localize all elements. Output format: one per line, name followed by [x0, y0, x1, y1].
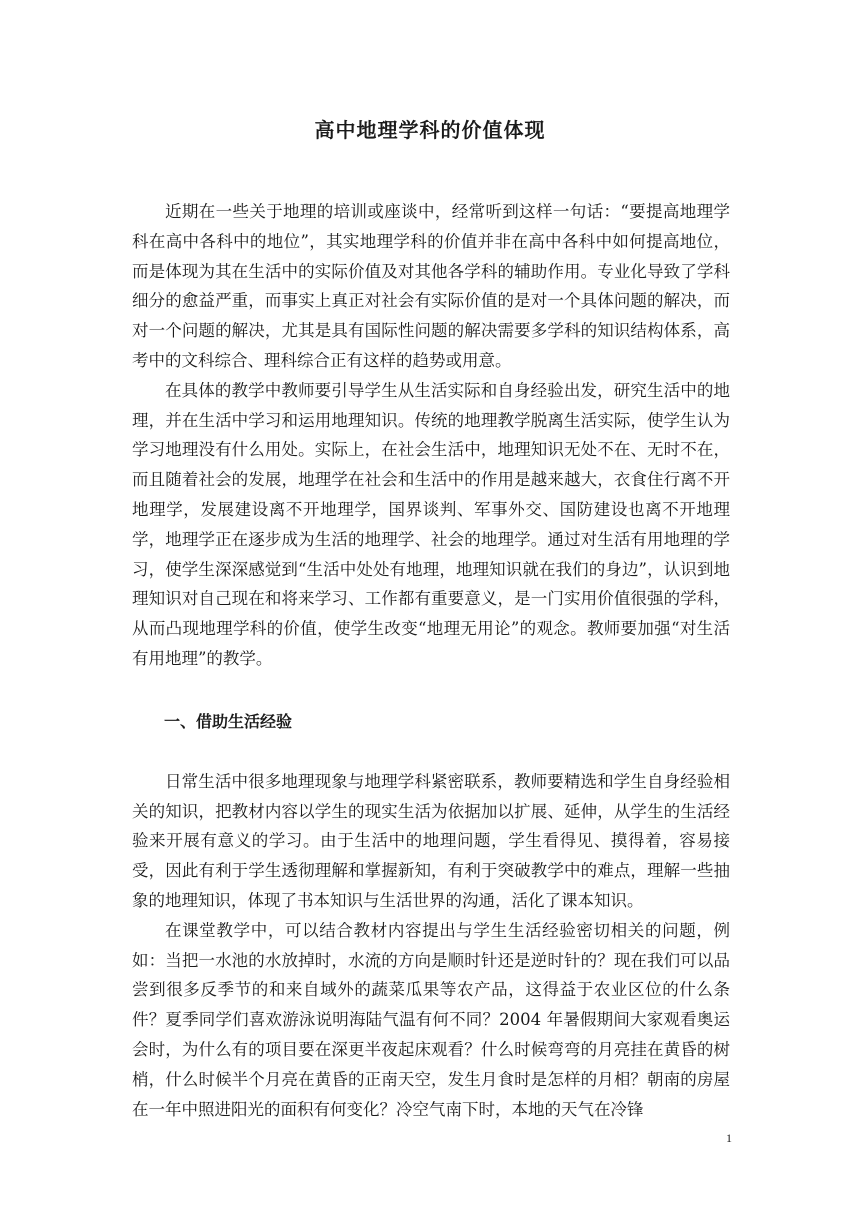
- intro-paragraph-1: 近期在一些关于地理的培训或座谈中，经常听到这样一句话：“要提高地理学科在高中各科中的地位”，其实地理学科的价值并非在高中各科中如何提高地位，而是体现为其在生活中的实际价值及对其他各学科的辅助作用。专业化导致了学科细分的愈益严重，而事实上真正对社会有实际价值的是对一个具体问题的解决，而对一个问题的解决，尤其是具有国际性问题的解决需要多学科的知识结构体系，高考中的文科综合、理科综合正有这样的趋势或用意。: [132, 202, 730, 370]
- section-heading: 一、借助生活经验: [164, 711, 293, 731]
- section-paragraph-2: 在课堂教学中，可以结合教材内容提出与学生生活经验密切相关的问题，例如：当把一水池的水放掉时，水流的方向是顺时针还是逆时针的？现在我们可以品尝到很多反季节的和来自域外的蔬菜瓜果等农产品，这得益于农业区位的什么条件？夏季同学们喜欢游泳说明海陆气温有何不同？2004 年暑假期间大家观看奥运会时，为什么有的项目要在深更半夜起床观看？什么时候弯弯的月亮挂在黄昏的树梢，什么时候半个月亮在黄昏的正南天空，发生月食时是怎样的月相？朝南的房屋在一年中照进阳光的面积有何变化？冷空气南下时，本地的天气在冷锋: [132, 920, 730, 1119]
- page-number: 1: [726, 1131, 732, 1145]
- intro-paragraph-2: 在具体的教学中教师要引导学生从生活实际和自身经验出发，研究生活中的地理，并在生活中学习和运用地理知识。传统的地理教学脱离生活实际，使学生认为学习地理没有什么用处。实际上，在社会生活中，地理知识无处不在、无时不在，而且随着社会的发展，地理学在社会和生活中的作用是越来越大，衣食住行离不开地理学，发展建设离不开地理学，国界谈判、军事外交、国防建设也离不开地理学，地理学正在逐步成为生活的地理学、社会的地理学。通过对生活有用地理的学习，使学生深深感觉到“生活中处处有地理，地理知识就在我们的身边”，认识到地理知识对自己现在和将来学习、工作都有重要意义，是一门实用价值很强的学科，从而凸现地理学科的价值，使学生改变“地理无用论”的观念。教师要加强“对生活有用地理”的教学。: [132, 380, 730, 668]
- section-paragraph-1: 日常生活中很多地理现象与地理学科紧密联系，教师要精选和学生自身经验相关的知识，把教材内容以学生的现实生活为依据加以扩展、延伸，从学生的生活经验来开展有意义的学习。由于生活中的地理问题，学生看得见、摸得着，容易接受，因此有利于学生透彻理解和掌握新知，有利于突破教学中的难点，理解一些抽象的地理知识，体现了书本知识与生活世界的沟通，活化了课本知识。: [132, 771, 730, 910]
- document-body: [132, 197, 730, 1124]
- document-title: 高中地理学科的价值体现: [314, 118, 546, 142]
